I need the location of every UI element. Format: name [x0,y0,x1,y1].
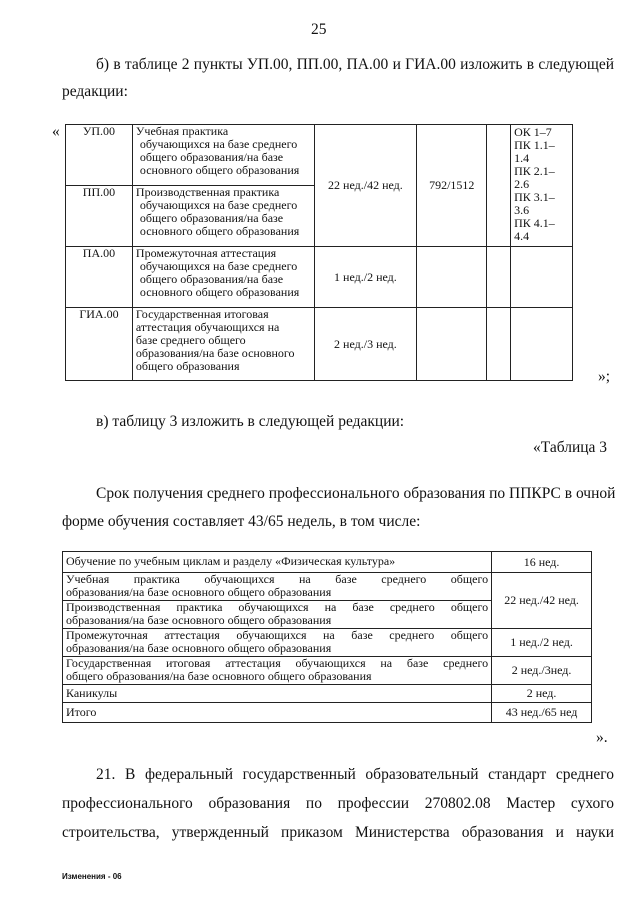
row-code: ПА.00 [66,247,133,308]
row-name: Производственная практика обучающихся на базе среднего общего образования/на базе основного общего образования [132,186,314,247]
row-weeks: 2 нед./3 нед. [314,308,417,381]
row-label: Производственная практика обучающихся на базе среднего общего образования/на базе основного общего образования [63,601,492,629]
row-code: УП.00 [66,125,133,186]
table-row [63,685,592,703]
row-value: 2 нед. [492,685,592,703]
term-paragraph-line2: форме обучения составляет 43/65 недель, в том числе: [62,513,421,530]
table-row [63,552,592,573]
table3-close-quote: ». [596,729,608,746]
row-code: ПП.00 [66,186,133,247]
paragraph-21-line2: профессионального образования по профессии 270802.08 Мастер сухого [62,795,614,812]
footer-note: Изменения - 06 [62,872,122,881]
practice-hours: 792/1512 [417,125,487,247]
table2-close-quote: »; [598,368,611,385]
table3 [62,551,592,723]
practice-value: 22 нед./42 нед. [492,573,592,629]
table3-caption: «Таблица 3 [533,439,608,456]
table-row [66,125,573,186]
table-row [63,703,592,723]
row-label: Государственная итоговая аттестация обучающихся на базе среднего общего образования/на базе основного общего образования [63,657,492,685]
table-row [63,573,592,601]
row-name: Государственная итоговая аттестация обучающихся на базе среднего общего образования/на базе основного общего образования [132,308,314,381]
table-row [63,629,592,657]
practice-weeks: 22 нед./42 нед. [314,125,417,247]
table2-open-quote: « [52,123,60,140]
table2-excerpt [65,124,573,381]
page-number: 25 [311,21,327,38]
table-row [66,247,573,308]
table-row [63,657,592,685]
paragraph-v: в) таблицу 3 изложить в следующей редакции: [96,413,405,430]
term-paragraph-line1: Срок получения среднего профессионального образования по ППКРС в очной [96,485,616,502]
paragraph-21-line3: строительства, утвержденный приказом Министерства образования и науки [62,824,614,841]
row-value: 1 нед./2 нед. [492,629,592,657]
row-label: Обучение по учебным циклам и разделу «Физическая культура» [63,552,492,573]
row-value: 2 нед./3нед. [492,657,592,685]
row-label: Промежуточная аттестация обучающихся на базе среднего общего образования/на базе основного общего образования [63,629,492,657]
empty-cell [487,125,511,247]
paragraph-b-line2: редакции: [62,83,128,100]
table-row [66,308,573,381]
row-value: 16 нед. [492,552,592,573]
row-value: 43 нед./65 нед [492,703,592,723]
paragraph-b-line1: б) в таблице 2 пункты УП.00, ПП.00, ПА.00 и ГИА.00 изложить в следующей [96,56,614,73]
row-label: Каникулы [63,685,492,703]
competencies: ОК 1–7 ПК 1.1–1.4 ПК 2.1–2.6 ПК 3.1–3.6 ПК 4.1–4.4 [511,125,573,247]
row-name: Учебная практика обучающихся на базе среднего общего образования/на базе основного общего образования [132,125,314,186]
row-code: ГИА.00 [66,308,133,381]
paragraph-21-line1: 21. В федеральный государственный образовательный стандарт среднего [96,766,614,783]
row-name: Промежуточная аттестация обучающихся на базе среднего общего образования/на базе основного общего образования [132,247,314,308]
row-weeks: 1 нед./2 нед. [314,247,417,308]
row-label: Учебная практика обучающихся на базе среднего общего образования/на базе основного общего образования [63,573,492,601]
row-label: Итого [63,703,492,723]
